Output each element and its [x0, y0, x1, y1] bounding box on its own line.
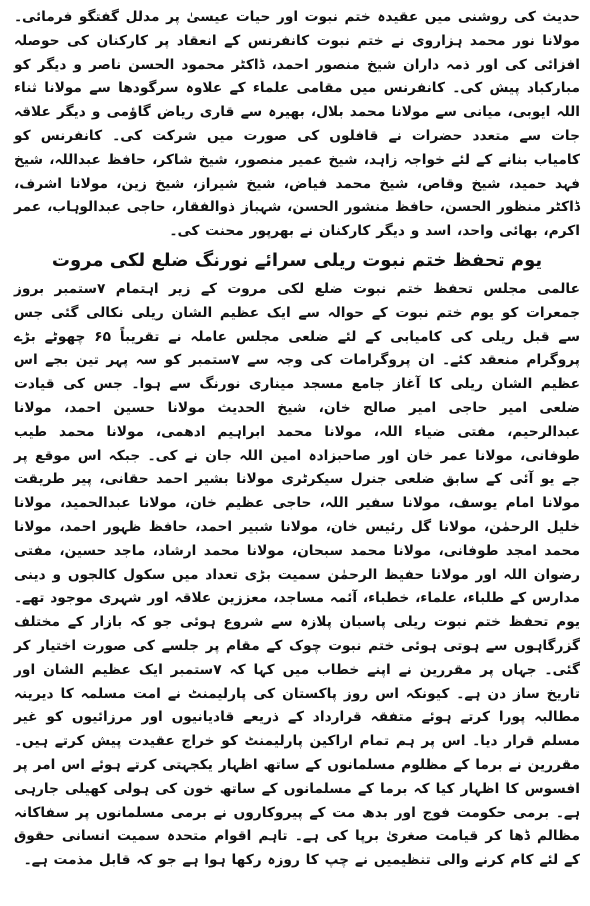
- article-paragraph-1: حدیث کی روشنی میں عقیدہ ختم نبوت اور حیات عیسیٰ پر مدلل گفتگو فرمائی۔ مولانا نور محمد ہزاروی نے ختم نبوت کانفرنس کے انعقاد پر کارکنان کی حوصلہ افزائی کی اور ذمہ داران شیخ منصور احمد، ڈاکٹر محمود الحسن ناصر و دیگر کو مبارکباد پیش کی۔ کانفرنس میں مقامی علماء کے علاوہ سرگودھا سے مولانا ثناء اللہ ایوبی، میانی سے مولانا محمد بلال، بھیرہ سے قاری ریاض گاؤمی و دیگر علاقہ جات سے متعدد حضرات نے قافلوں کی صورت میں شرکت کی۔ کانفرنس کو کامیاب بنانے کے لئے خواجہ زاہد، شیخ عمیر منصور، شیخ شاکر، حافظ عبداللہ، شیخ فہد حمید، شیخ وقاص، شیخ محمد فیاض، شیخ شیراز، شیخ زین، مولانا اشرف، ڈاکٹر منظور الحسن، حافظ منشور الحسن، شہباز ذوالفقار، حاجی عبدالوہاب، عمر اکرم، بھائی واحد، اسد و دیگر کارکنان نے بھرپور محنت کی۔: [14, 9, 580, 240]
- section-heading: یوم تحفظ ختم نبوت ریلی سرائے نورنگ ضلع لکی مروت: [51, 249, 543, 271]
- article-page: [14, 6, 580, 900]
- article-paragraph-2: عالمی مجلس تحفظ ختم نبوت ضلع لکی مروت کے زیر اہتمام ۷ستمبر بروز جمعرات کو یوم ختم نبوت کے حوالہ سے ایک عظیم الشان ریلی نکالی گئی جس سے قبل ریلی کی کامیابی کے لئے ضلعی مجلس عاملہ نے تقریباً ۶۵ چھوٹے بڑے پروگرام منعقد کئے۔ ان پروگرامات کی وجہ سے ۷ستمبر کو سہ پہر تین بجے اس عظیم الشان ریلی کا آغاز جامع مسجد میناری نورنگ سے ہوا۔ جس کی قیادت ضلعی امیر حاجی امیر صالح خان، شیخ الحدیث مولانا حسین احمد، مولانا عبدالرحیم، مفتی ضیاء اللہ، مولانا محمد ابراہیم ادھمی، مولانا محمد طیب طوفانی، مولانا عمر خان اور صاحبزادہ امین اللہ جان نے کی۔ جبکہ اس موقع پر جے یو آئی کے سابق ضلعی جنرل سیکرٹری مولانا بشیر احمد حقانی، پیر طریقت مولانا امام یوسف، مولانا سفیر اللہ، حاجی عظیم خان، مولانا عبدالحمید، مولانا خلیل الرحمٰن، مولانا گل رئیس خان، مولانا شبیر احمد، حافظ ظہور احمد، مولانا محمد امجد طوفانی، مولانا محمد سبحان، مولانا محمد ارشاد، ماجد حسین، مفتی رضوان اللہ اور مولانا حفیظ الرحمٰن سمیت بڑی تعداد میں سکول کالجوں و دینی مدارس کے طلباء، علماء، خطباء، آئمہ مساجد، معززین علاقہ اور شہری موجود تھے۔ یوم تحفظ ختم نبوت ریلی پاسبان پلازہ سے شروع ہوئی جو کہ بازار کے مختلف گزرگاہوں سے ہوتی ہوئی ختم نبوت چوک کے مقام پر جلسے کی صورت اختیار کر گئی۔ جہاں پر مقررین نے اپنے خطاب میں کہا کہ ۷ستمبر ایک عظیم الشان اور تاریخ ساز دن ہے۔ کیونکہ اس روز پاکستان کی پارلیمنٹ نے امت مسلمہ کا دیرینہ مطالبہ پورا کرتے ہوئے متفقہ قرارداد کے ذریعے قادیانیوں اور مرزائیوں کو غیر مسلم قرار دیا۔ اس پر ہم تمام اراکین پارلیمنٹ کو خراج عقیدت پیش کرتے ہیں۔ مقررین نے برما کے مظلوم مسلمانوں کے ساتھ اظہار یکجہتی کرتے ہوئے اس امر پر افسوس کا اظہار کیا کہ برما کے مسلمانوں کے ساتھ خون کی ہولی کھیلی جارہی ہے۔ برمی حکومت فوج اور بدھ مت کے پیروکاروں نے برمی مسلمانوں پر سفاکانہ مظالم ڈھا کر قیامت صغریٰ برپا کی ہے۔ تاہم اقوام متحدہ سمیت انسانی حقوق کے لئے کام کرنے والی تنظیمیں نے چپ کا روزہ رکھا ہوا ہے جو کہ قابل مذمت ہے۔: [14, 280, 580, 869]
